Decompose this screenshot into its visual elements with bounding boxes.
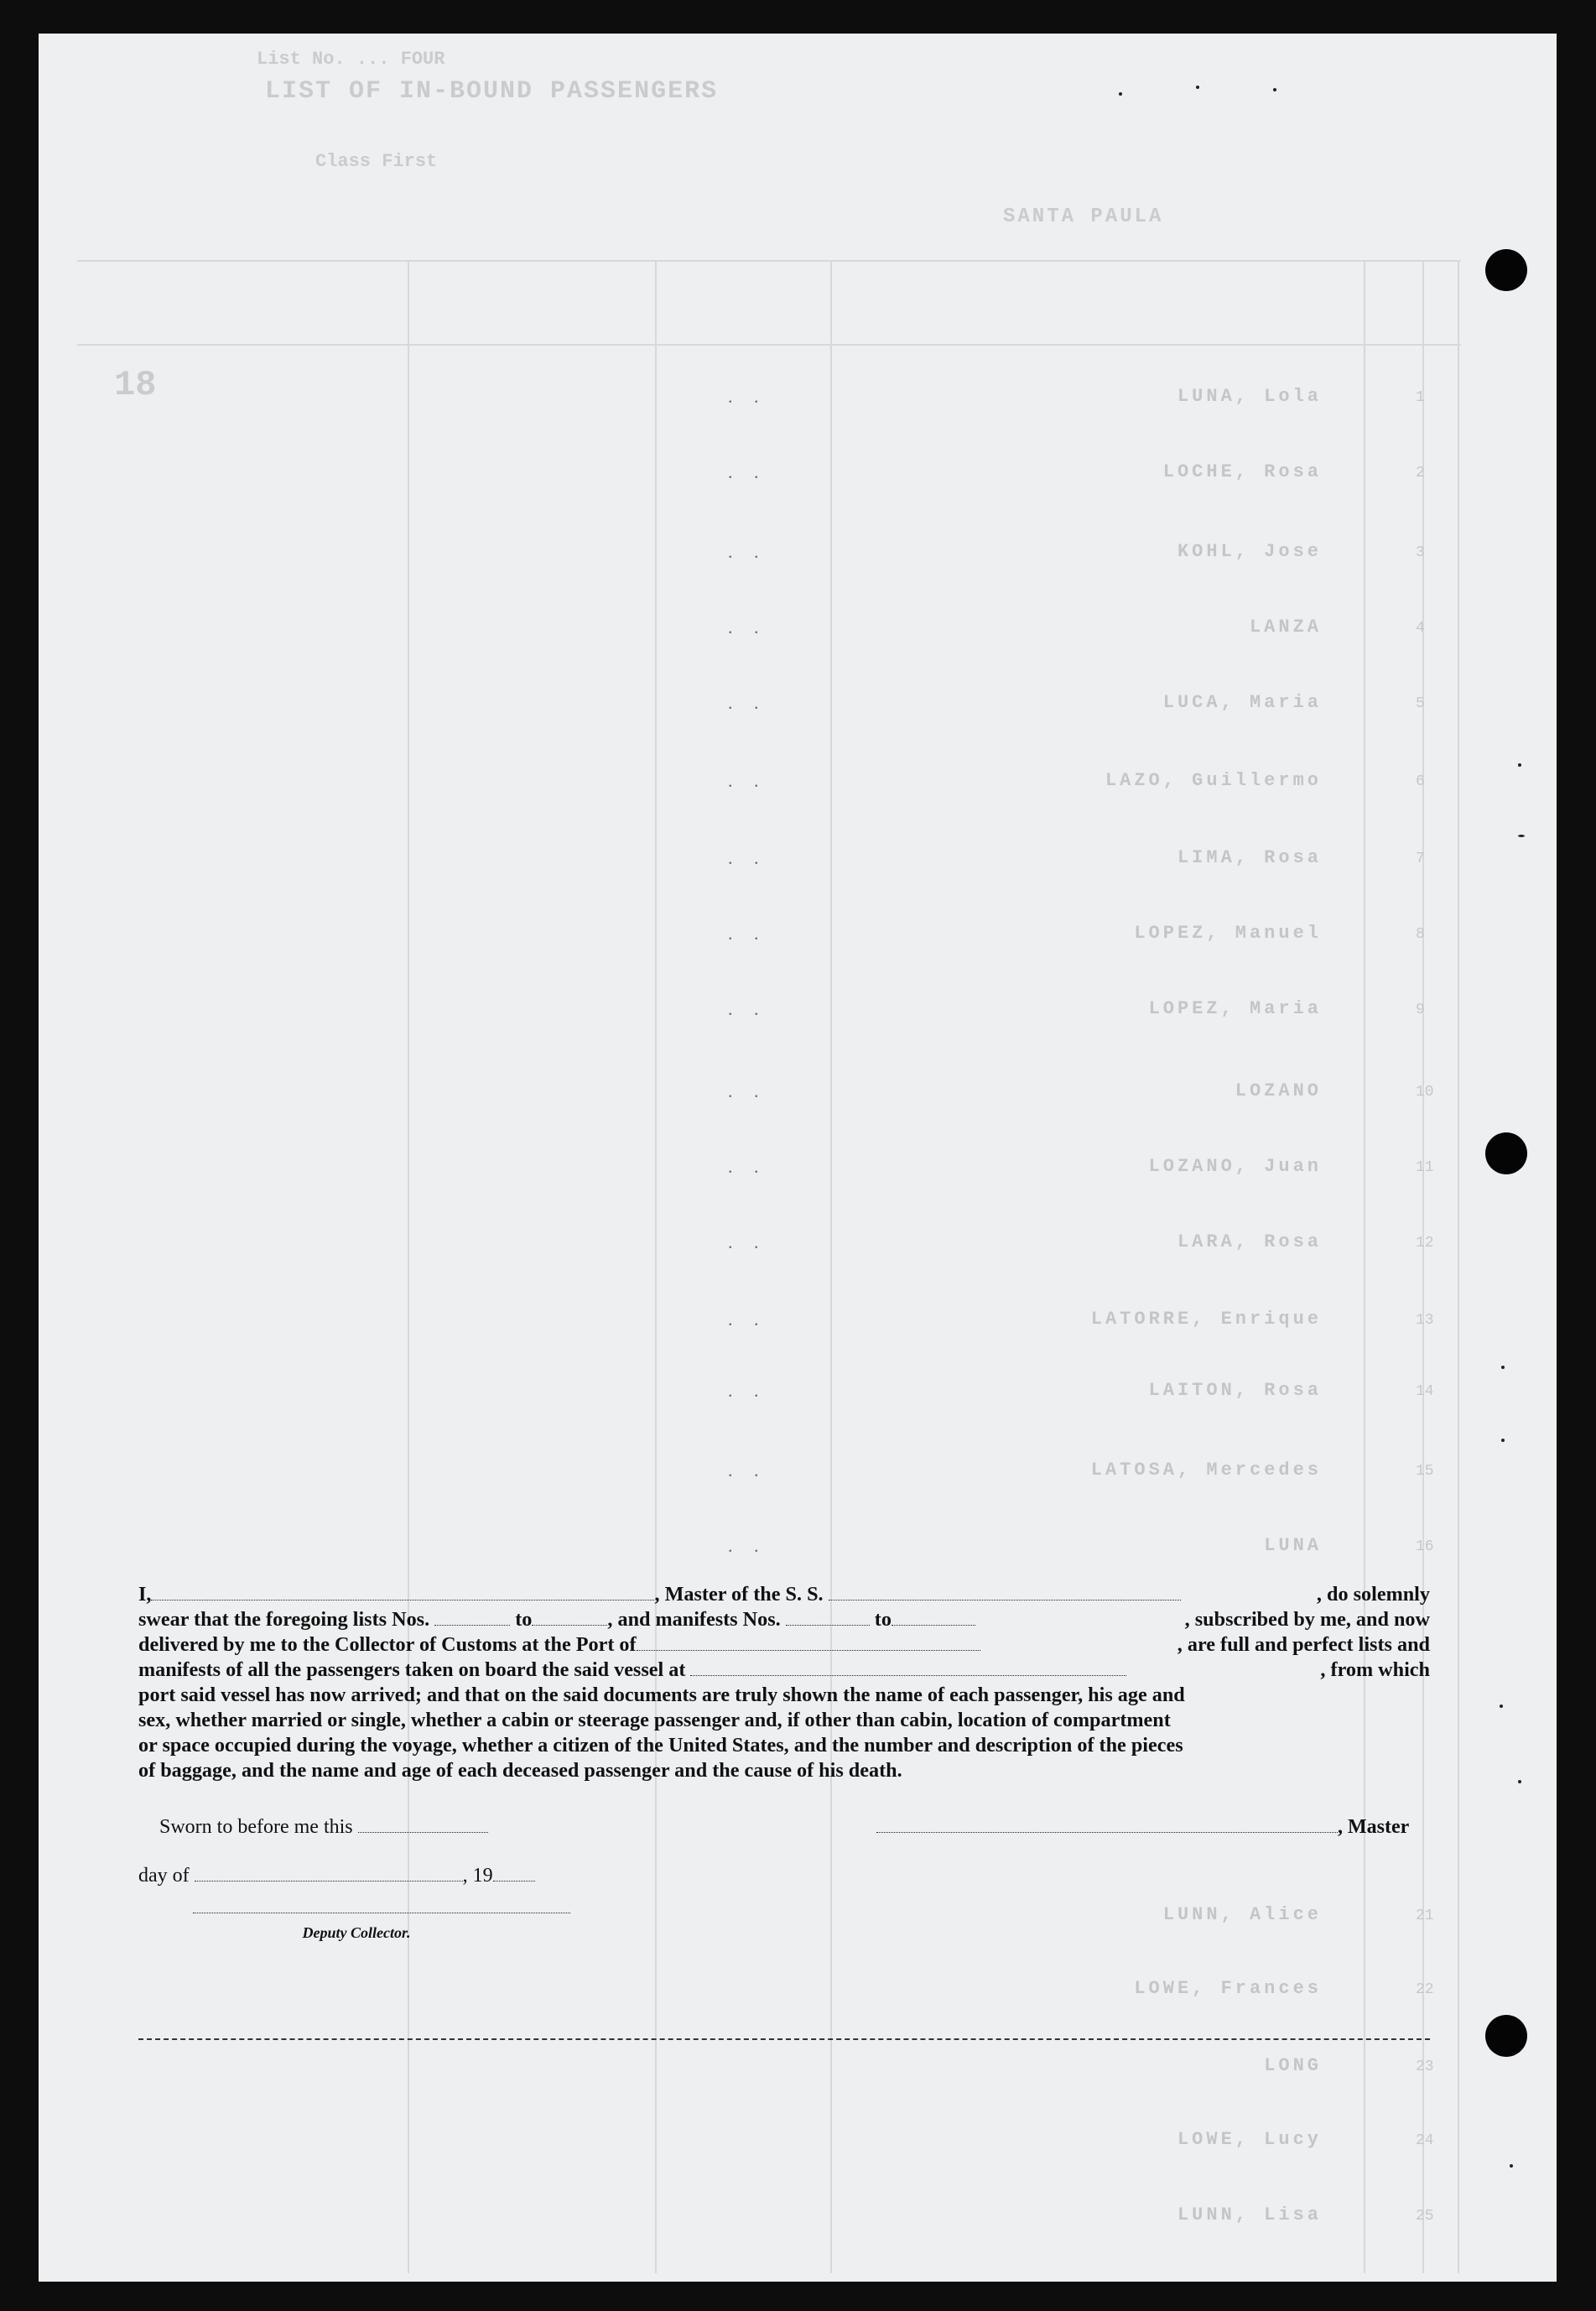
- row-dots: . .: [728, 1231, 767, 1252]
- row-number: 5: [1416, 695, 1425, 712]
- row-number: 12: [1416, 1235, 1434, 1252]
- passenger-name: LATORRE, Enrique: [1090, 1309, 1322, 1330]
- passenger-name: LOWE, Lucy: [1177, 2129, 1322, 2150]
- row-number: 4: [1416, 620, 1425, 637]
- row-dots: . .: [728, 692, 767, 713]
- row-number: 7: [1416, 851, 1425, 867]
- row-number: 22: [1416, 1981, 1434, 1998]
- lists-to-blank[interactable]: [532, 1608, 607, 1626]
- manifests-to-blank[interactable]: [892, 1608, 975, 1626]
- row-number: 24: [1416, 2132, 1434, 2149]
- deputy-collector-label: Deputy Collector.: [302, 1924, 411, 1941]
- passenger-name: LOZANO, Juan: [1148, 1156, 1322, 1177]
- departure-port-blank[interactable]: [690, 1658, 1126, 1676]
- sworn-label: Sworn to before me this: [159, 1816, 353, 1838]
- day-of-label: day of: [138, 1865, 190, 1887]
- oath-line-5: port said vessel has now arrived; and that on the said documents are truly shown the name of each passenger, his age and: [138, 1684, 1185, 1706]
- row-dots: . .: [728, 1535, 767, 1556]
- speck: [1518, 1780, 1521, 1783]
- row-number: 6: [1416, 773, 1425, 790]
- speck: [1501, 1366, 1505, 1369]
- passenger-name: LUNN, Alice: [1162, 1904, 1322, 1925]
- row-number: 8: [1416, 926, 1425, 943]
- day-of-line: [138, 1864, 535, 1887]
- passenger-name: LUCA, Maria: [1162, 692, 1322, 713]
- column-rule: [655, 260, 657, 2273]
- row-number: 1: [1416, 389, 1425, 406]
- row-number: 23: [1416, 2059, 1434, 2075]
- column-rule: [830, 260, 832, 2273]
- ghost-row-start: 18: [114, 365, 157, 405]
- oath-port-of: delivered by me to the Collector of Customs at the Port of: [138, 1633, 637, 1656]
- column-rule: [1364, 260, 1365, 2273]
- column-rule: [1422, 260, 1424, 2273]
- row-dots: . .: [728, 923, 767, 944]
- row-dots: . .: [728, 1156, 767, 1177]
- sworn-day-blank[interactable]: [358, 1815, 488, 1833]
- speck: [1510, 2164, 1513, 2168]
- row-dots: . .: [728, 461, 767, 482]
- passenger-name: LUNA, Lola: [1177, 386, 1322, 407]
- passenger-name: LONG: [1264, 2055, 1322, 2076]
- sworn-before: [159, 1815, 488, 1839]
- speck: [1518, 835, 1525, 837]
- manifests-from-blank[interactable]: [786, 1608, 870, 1626]
- row-dots: . .: [728, 1309, 767, 1330]
- row-number: 14: [1416, 1383, 1434, 1400]
- row-dots: . .: [728, 541, 767, 562]
- speck: [1501, 1439, 1505, 1442]
- passenger-name: LUNA: [1264, 1535, 1322, 1556]
- column-rule: [408, 260, 409, 2273]
- punch-hole: [1485, 249, 1527, 291]
- passenger-name: LOCHE, Rosa: [1162, 461, 1322, 482]
- row-dots: . .: [728, 1380, 767, 1401]
- punch-hole: [1485, 2015, 1527, 2057]
- passenger-name: LARA, Rosa: [1177, 1231, 1322, 1252]
- row-number: 25: [1416, 2208, 1434, 2225]
- passenger-name: LOPEZ, Manuel: [1134, 923, 1322, 944]
- oath-full-lists: , are full and perfect lists and: [1177, 1633, 1430, 1656]
- ghost-list-title: LIST OF IN-BOUND PASSENGERS: [265, 77, 719, 106]
- row-dots: . .: [728, 1460, 767, 1481]
- header-rule: [77, 260, 1461, 262]
- row-dots: . .: [728, 386, 767, 407]
- speck: [1119, 92, 1122, 96]
- oath-to: to: [874, 1608, 892, 1631]
- row-number: 2: [1416, 465, 1425, 481]
- oath-vessel-at: manifests of all the passengers taken on board the said vessel at: [138, 1658, 686, 1681]
- year-blank[interactable]: [493, 1864, 535, 1882]
- oath-to: to: [515, 1608, 533, 1631]
- passenger-name: LOZANO: [1235, 1080, 1322, 1101]
- speck: [1196, 86, 1199, 89]
- oath-line-6: sex, whether married or single, whether a cabin or steerage passenger and, if other than cabin, location of compartment: [138, 1709, 1171, 1731]
- row-number: 9: [1416, 1002, 1425, 1018]
- vessel-name-blank[interactable]: [829, 1583, 1181, 1601]
- oath-from-which: , from which: [1320, 1658, 1430, 1681]
- row-number: 11: [1416, 1159, 1434, 1176]
- row-number: 13: [1416, 1312, 1434, 1329]
- master-signature-blank[interactable]: [876, 1815, 1338, 1833]
- month-blank[interactable]: [195, 1864, 463, 1882]
- row-number: 16: [1416, 1538, 1434, 1555]
- oath-line-8: of baggage, and the name and age of each deceased passenger and the cause of his death.: [138, 1759, 902, 1782]
- ghost-vessel: SANTA PAULA: [1003, 206, 1164, 228]
- master-label: , Master: [1338, 1816, 1410, 1838]
- header-rule-2: [77, 344, 1461, 346]
- oath-do-solemnly: , do solemnly: [1316, 1583, 1430, 1606]
- row-number: 3: [1416, 544, 1425, 561]
- passenger-name: LATOSA, Mercedes: [1090, 1460, 1322, 1481]
- passenger-name: KOHL, Jose: [1177, 541, 1322, 562]
- bottom-divider: [138, 2038, 1430, 2040]
- document-page: [39, 34, 1557, 2282]
- passenger-name: LIMA, Rosa: [1177, 847, 1322, 868]
- ghost-class: Class First: [315, 151, 438, 172]
- master-oath: [138, 1582, 1430, 1783]
- passenger-name: LAZO, Guillermo: [1105, 770, 1322, 791]
- master-signature: [876, 1815, 1409, 1839]
- row-dots: . .: [728, 1080, 767, 1101]
- oath-lists-nos: swear that the foregoing lists Nos.: [138, 1608, 430, 1631]
- speck: [1273, 88, 1276, 91]
- passenger-name: LOPEZ, Maria: [1148, 998, 1322, 1019]
- passenger-name: LUNN, Lisa: [1177, 2204, 1322, 2225]
- row-dots: . .: [728, 770, 767, 791]
- lists-from-blank[interactable]: [434, 1608, 510, 1626]
- row-dots: . .: [728, 617, 767, 638]
- row-number: 10: [1416, 1084, 1434, 1101]
- passenger-name: LANZA: [1249, 617, 1322, 638]
- passenger-name: LAITON, Rosa: [1148, 1380, 1322, 1401]
- oath-i: I,: [138, 1583, 152, 1606]
- master-name-blank[interactable]: [151, 1583, 654, 1601]
- year-label: , 19: [462, 1865, 493, 1887]
- speck: [1500, 1705, 1503, 1708]
- punch-hole: [1485, 1132, 1527, 1174]
- row-number: 21: [1416, 1908, 1434, 1924]
- row-number: 15: [1416, 1463, 1434, 1480]
- row-dots: . .: [728, 998, 767, 1019]
- oath-manifests-nos: , and manifests Nos.: [607, 1608, 781, 1631]
- column-rule: [1458, 260, 1459, 2273]
- ghost-list-no: List No. ... FOUR: [257, 49, 445, 70]
- oath-line-7: or space occupied during the voyage, whether a citizen of the United States, and the number and description of the pieces: [138, 1734, 1183, 1757]
- passenger-name: LOWE, Frances: [1134, 1978, 1322, 1999]
- oath-subscribed: , subscribed by me, and now: [1184, 1608, 1430, 1631]
- port-blank[interactable]: [637, 1633, 980, 1651]
- oath-master-of: , Master of the S. S.: [654, 1583, 824, 1606]
- row-dots: . .: [728, 847, 767, 868]
- speck: [1518, 763, 1521, 767]
